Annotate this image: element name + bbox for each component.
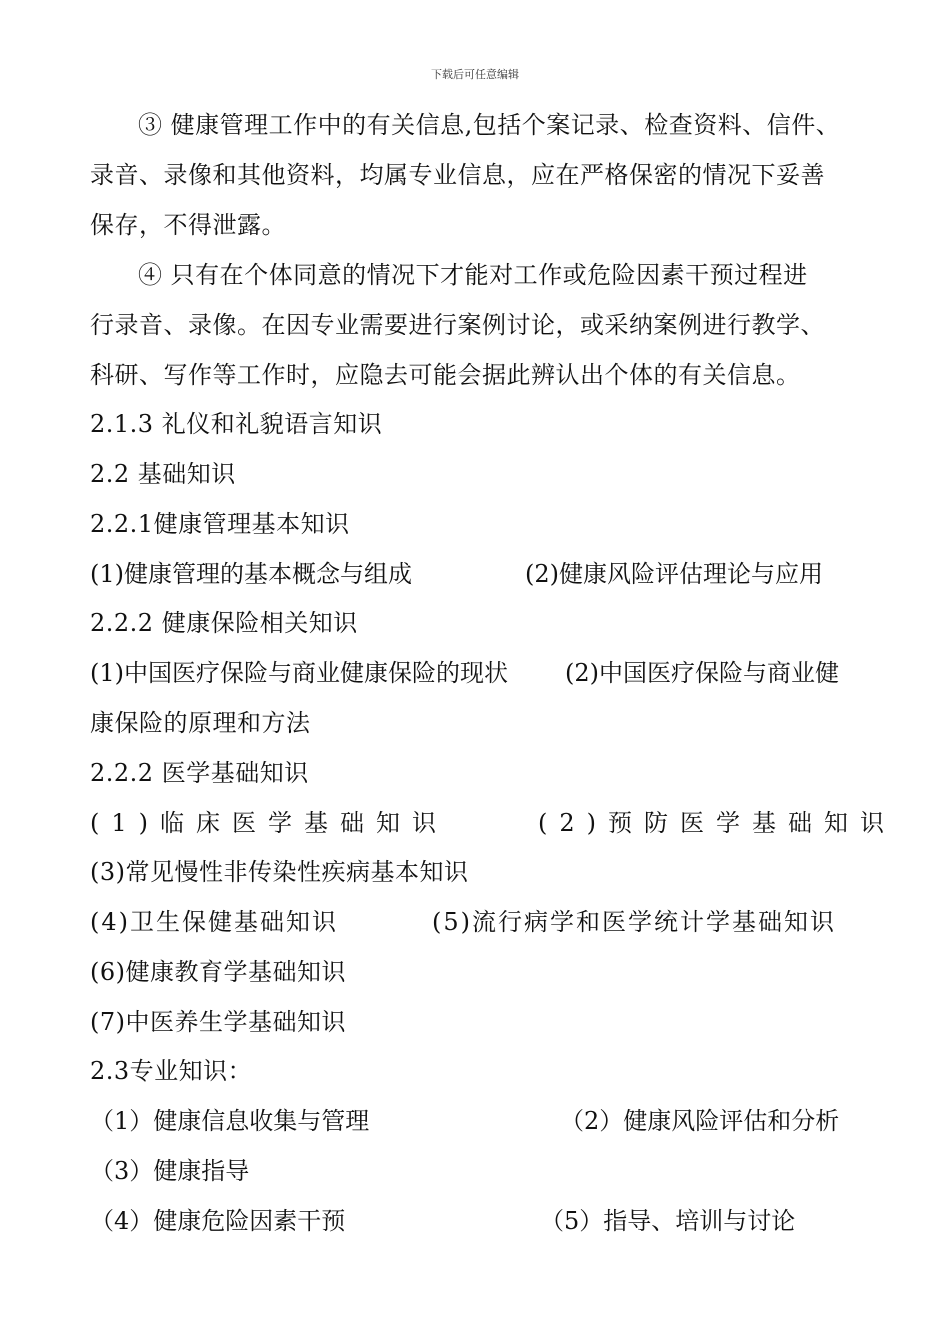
list-item: (6)健康教育学基础知识 (90, 958, 346, 986)
list-item: (1)临床医学基础知识 (90, 809, 448, 837)
list-item: （1）健康信息收集与管理 (90, 1107, 370, 1135)
list-item: （2）健康风险评估和分析 (560, 1107, 840, 1135)
list-item-continued: 康保险的原理和方法 (90, 709, 311, 737)
page-header: 下载后可任意编辑 (431, 68, 519, 81)
heading-2-1-3: 2.1.3 礼仪和礼貌语言知识 (90, 410, 383, 438)
list-item: (3)常见慢性非传染性疾病基本知识 (90, 858, 469, 886)
list-item: (7)中医养生学基础知识 (90, 1008, 346, 1036)
list-item: (2)预防医学基础知识 (538, 809, 896, 837)
para4-line1: ④ 只有在个体同意的情况下才能对工作或危险因素干预过程进 (138, 261, 808, 289)
list-item: (2)健康风险评估理论与应用 (525, 560, 823, 588)
list-item: （4）健康危险因素干预 (90, 1207, 346, 1235)
list-item: （5）指导、培训与讨论 (540, 1207, 796, 1235)
list-item: (4)卫生保健基础知识 (90, 908, 338, 936)
heading-2-2-2-medical: 2.2.2 医学基础知识 (90, 759, 309, 787)
list-item: (1)健康管理的基本概念与组成 (90, 560, 412, 588)
list-item: （3）健康指导 (90, 1157, 250, 1185)
para3-line2: 录音、录像和其他资料，均属专业信息，应在严格保密的情况下妥善 (90, 161, 825, 189)
heading-2-2-1: 2.2.1健康管理基本知识 (90, 510, 350, 538)
list-item: (5)流行病学和医学统计学基础知识 (432, 908, 836, 936)
list-item: (1)中国医疗保险与商业健康保险的现状 (90, 659, 508, 687)
list-item: (2)中国医疗保险与商业健 (565, 659, 839, 687)
para3-line1: ③ 健康管理工作中的有关信息,包括个案记录、检查资料、信件、 (138, 111, 841, 139)
heading-2-2: 2.2 基础知识 (90, 460, 236, 488)
para4-line2: 行录音、录像。在因专业需要进行案例讨论，或采纳案例进行教学、 (90, 311, 825, 339)
para4-line3: 科研、写作等工作时，应隐去可能会据此辨认出个体的有关信息。 (90, 361, 801, 389)
heading-2-3: 2.3专业知识： (90, 1057, 253, 1085)
heading-2-2-2-insurance: 2.2.2 健康保险相关知识 (90, 609, 358, 637)
para3-line3: 保存，不得泄露。 (90, 211, 286, 239)
